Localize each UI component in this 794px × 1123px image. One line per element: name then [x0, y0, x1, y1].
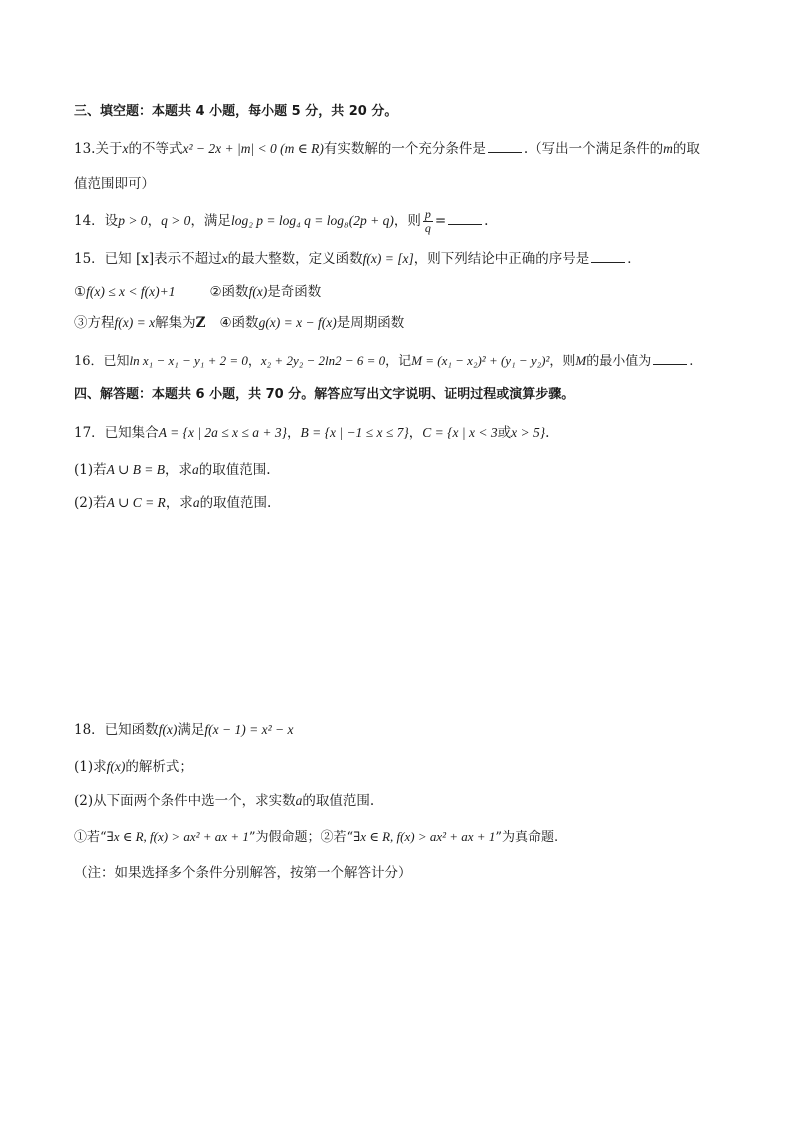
q17-sep: ，	[408, 425, 423, 441]
question-15-options-2	[74, 313, 734, 333]
q17-p2-text: (2)若	[74, 495, 107, 511]
q14-log-equation: log₂ p = log₄ q = log₈(2p + q)	[230, 213, 394, 228]
question-18-conditions	[74, 827, 734, 848]
question-13-line-2: 值范围即可）	[74, 176, 155, 192]
question-18	[74, 720, 734, 740]
option-3-expr: f(x) = x	[114, 315, 156, 330]
answer-blank-14	[448, 222, 482, 225]
q13-text: 的取	[672, 141, 700, 157]
q18-function: f(x)	[158, 722, 178, 737]
q18-p1-text: (1)求	[74, 759, 107, 775]
q16-equation-1: ln x₁ − x₁ − y₁ + 2 = 0	[129, 353, 248, 368]
q14-condition-p: p > 0	[118, 213, 148, 228]
q17-end: .	[545, 425, 550, 441]
q17-p1-text: 的取值范围.	[198, 462, 271, 478]
question-15	[74, 249, 734, 269]
question-17-part-1	[74, 460, 734, 480]
question-14	[74, 208, 734, 235]
q15-text: ，则下列结论中正确的序号是	[413, 251, 590, 267]
q17-set-C: C = {x | x < 3	[422, 425, 498, 440]
condition-text: ”为假命题；②若“	[248, 830, 354, 845]
q18-text: 满足	[177, 722, 205, 738]
q17-p1-var: a	[192, 462, 199, 477]
q14-text: ，满足	[190, 213, 231, 229]
answer-blank-16	[653, 362, 687, 365]
q15-text: 15．已知 [x]表示不超过	[74, 251, 222, 267]
q14-sep: ，	[147, 213, 162, 229]
q14-text: ，则	[393, 213, 421, 229]
option-3-text: ③方程	[74, 315, 115, 331]
q17-or: 或	[497, 425, 512, 441]
option-2-text: 是奇函数	[267, 284, 322, 300]
q17-p2-text: 的取值范围.	[199, 495, 272, 511]
question-17-part-2	[74, 493, 734, 513]
answer-blank-13	[488, 150, 522, 153]
condition-2-expr: ∃x ∈ R, f(x) > ax² + ax + 1	[353, 829, 496, 844]
question-18-part-2	[74, 791, 734, 811]
q16-sep: ，	[247, 354, 261, 369]
q13-text: .（写出一个满足条件的	[523, 141, 664, 157]
question-15-options-1	[74, 282, 734, 302]
q16-text: 16．已知	[74, 354, 130, 369]
question-18-part-1	[74, 757, 734, 777]
q16-equation-2: x₂ + 2y₂ − 2ln2 − 6 = 0	[260, 353, 386, 368]
option-4-text: ④函数	[219, 315, 259, 331]
option-4-text: 是周期函数	[336, 315, 405, 331]
q13-var-x: x	[122, 141, 129, 156]
q18-equation: f(x − 1) = x² − x	[204, 722, 294, 737]
q15-var-x: x	[221, 251, 228, 266]
option-3-text: 解集为	[155, 315, 196, 331]
q18-p2-text: (2)从下面两个条件中选一个，求实数	[74, 793, 296, 809]
q13-text: 有实数解的一个充分条件是	[323, 141, 486, 157]
q17-p1-expr: A ∪ B = B	[106, 462, 166, 477]
option-2-expr: f(x)	[248, 284, 268, 299]
q14-text: 14．设	[74, 213, 119, 229]
q17-p2-var: a	[192, 495, 200, 510]
question-17	[74, 423, 734, 443]
option-1-marker: ①	[74, 284, 87, 300]
fraction-denominator: q	[424, 221, 431, 235]
question-13-line-1	[74, 139, 734, 159]
q14-condition-q: q > 0	[161, 213, 191, 228]
q13-var-m: m	[663, 141, 673, 156]
q18-text: 18．已知函数	[74, 722, 159, 738]
option-4-expr: g(x) = x − f(x)	[258, 315, 337, 330]
q18-p2-var: a	[295, 793, 303, 808]
condition-2-text: ”为真命题.	[495, 830, 559, 845]
q13-text: 的不等式	[128, 141, 183, 157]
option-2-text: ②函数	[209, 284, 249, 300]
q18-p2-text: 的取值范围.	[302, 793, 375, 809]
condition-1-text: ①若“	[74, 830, 107, 845]
q16-text: ，则	[549, 354, 576, 369]
condition-1-expr: ∃x ∈ R, f(x) > ax² + ax + 1	[106, 829, 249, 844]
q13-text: 13.关于	[74, 141, 123, 157]
q13-inequality: x² − 2x + |m| < 0 (m ∈ R)	[182, 141, 324, 156]
q18-p1-text: 的解析式；	[125, 759, 193, 775]
q17-set-A: A = {x | 2a ≤ x ≤ a + 3}	[158, 425, 287, 440]
q16-text: ，记	[385, 354, 412, 369]
q17-p1-text: (1)若	[74, 462, 107, 478]
fraction-numerator: p	[424, 207, 431, 221]
q17-p2-text: ，求	[165, 495, 193, 511]
section-3-header: 三、填空题：本题共 4 小题，每小题 5 分，共 20 分。	[74, 104, 398, 119]
q15-function: f(x) = [x]	[362, 251, 414, 266]
q17-text: 17．已知集合	[74, 425, 159, 441]
q15-end: ．	[627, 251, 641, 267]
q14-equals: =	[434, 213, 447, 229]
q16-var-M: M	[575, 353, 587, 368]
q18-p1-function: f(x)	[106, 759, 126, 774]
q14-end: .	[484, 213, 489, 229]
q15-text: 的最大整数，定义函数	[227, 251, 363, 267]
q16-end: .	[689, 354, 694, 369]
q16-text: 的最小值为	[586, 354, 652, 369]
q17-p1-text: ，求	[165, 462, 193, 478]
q17-sep: ，	[286, 425, 301, 441]
q17-p2-expr: A ∪ C = R	[106, 495, 166, 510]
option-1-expr: f(x) ≤ x < f(x)+1	[86, 284, 176, 299]
section-4-header: 四、解答题：本题共 6 小题，共 70 分。解答应写出文字说明、证明过程或演算步骤。	[74, 387, 575, 402]
question-16	[74, 351, 734, 372]
q16-expression-M: M = (x₁ − x₂)² + (y₁ − y₂)²	[411, 353, 550, 368]
q14-fraction	[423, 208, 433, 235]
question-18-note: （注：如果选择多个条件分别解答，按第一个解答计分）	[74, 865, 412, 881]
answer-blank-15	[591, 260, 625, 263]
q17-set-C-end: x > 5}	[511, 425, 546, 440]
q17-set-B: B = {x | −1 ≤ x ≤ 7}	[300, 425, 409, 440]
option-3-integers: Z	[195, 315, 206, 331]
